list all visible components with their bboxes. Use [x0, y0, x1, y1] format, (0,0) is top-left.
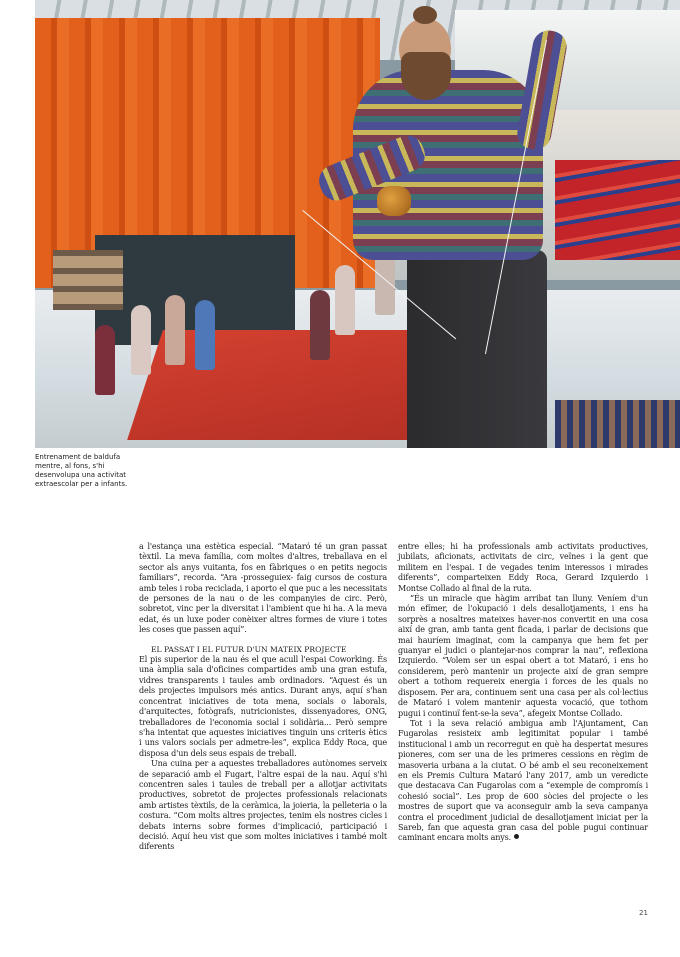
photo-performer-hair-bun — [413, 6, 437, 24]
photo-performer-legs — [407, 250, 547, 448]
photo-child — [195, 300, 215, 370]
paragraph: “És un miracle que hàgim arribat tan lluny. Veníem d'un món efímer, de l'okupació i dels desallotjaments, i ens ha sorprès a nosaltres mateixes haver-nos convertit en una cosa així de gran, amb tanta gent ficada, i parlar de decisions que mai hauríem imaginat, com la campanya que hem fet per guanyar el judici o plantejar-nos comprar la nau”, reflexiona Izquierdo. “Volem ser un espai obert a tot Mataró, i ens ho considerem, però mantenir un projecte així de gran sempre obert a tothom requereix energia i forces de les quals no disposem. Per ara, continuem sent una casa per als col·lectius de Mataró i volem mantenir aquesta vocació, que tothom pugui i continuï fent-se-la seva”, afegeix Montse Collado. — [398, 594, 648, 718]
photo-rug — [555, 400, 680, 448]
end-of-article-mark — [514, 834, 519, 839]
photo-child — [165, 295, 185, 365]
photo-caption: Entrenament de baldufa mentre, al fons, s'hi desenvolupa una activitat extraescolar per a infants. — [35, 453, 128, 488]
paragraph: Una cuina per a aquestes treballadores autònomes serveix de separació amb el Fugart, l'altre espai de la nau. Aquí s'hi concentren sales i taules de treball per a allotjar activitats productives, sobretot de projectes professionals relacionats amb artistes tèxtils, de la ceràmica, la joieria, la pelleteria o la costura. “Com molts altres projectes, tenim els nostres cicles i debats interns sobre formes d'implicació, participació i decisió. Aquí heu vist que som moltes iniciatives i també molt diferents — [139, 759, 387, 852]
photo-child — [95, 325, 115, 395]
photo-child — [131, 305, 151, 375]
photo-stacked-mats — [555, 160, 680, 260]
photo-bookshelf — [53, 250, 123, 310]
paragraph-text: Tot i la seva relació ambigua amb l'Ajuntament, Can Fugarolas resisteix amb legitimitat popular i també institucional i amb un recorregut en què ha despertat mesures pioneres, com ser una de les primeres cessions en règim de masoveria urbana a la ciutat. O bé amb el seu reconeixement en els Premis Cultura Mataró l'any 2017, amb un veredicte que destacava Can Fugarolas com a “exemple de compromís i cohesió social”. Les prop de 600 sòcies del projecte o les mostres de suport que va aconseguir amb la seva campanya contra el procediment judicial de desallotjament iniciat per la Sareb, fan que aquesta gran casa del poble pugui continuar caminant encara molts anys. — [398, 718, 648, 843]
photo-child — [310, 290, 330, 360]
photo-child — [335, 265, 355, 335]
paragraph: El pis superior de la nau és el que acull l'espai Coworking. És una àmplia sala d'oficines compartides amb una gran estufa, vidres transparents i taules amb ordinadors. “Aquest és un dels projectes impulsors més antics. Durant anys, aquí s'han concentrat iniciatives de tota mena, socials o laborals, d'arquitectes, fotògrafs, nutricionistes, dissenyadores, ONG, treballadores de l'economia social i solidària... Però sempre s'ha intentat que aquestes iniciatives tinguin uns criteris ètics i uns valors socials per admetre-les”, explica Eddy Roca, que disposa d'un dels seus espais de treball. — [139, 655, 387, 758]
page-number: 21 — [639, 909, 648, 917]
paragraph: entre elles; hi ha professionals amb activitats productives, jubilats, aficionats, activitats de circ, veïnes i la gent que militem en l'espai. I de vegades tenim interessos i mirades diferents”, comparteixen Eddy Roca, Gerard Izquierdo i Montse Collado al final de la ruta. — [398, 542, 648, 593]
section-subheading: EL PASSAT I EL FUTUR D'UN MATEIX PROJECTE — [151, 644, 347, 654]
article-column-left — [139, 542, 387, 853]
paragraph — [398, 719, 648, 844]
photo-diabolo — [377, 186, 411, 216]
article-column-right — [398, 542, 648, 844]
article-photo — [35, 0, 680, 448]
photo-performer-beard — [401, 52, 451, 100]
paragraph: a l'estança una estètica especial. “Mataró té un gran passat tèxtil. La meva família, com moltes d'altres, treballava en el sector als anys vuitanta, fos en fàbriques o en petits negocis familiars”, recorda. “Ara -prosseguiex- faig cursos de costura amb teles i roba reciclada, i aporto el que puc a les necessitats de persones de la nau o de les companyies de circ. Però, sobretot, vinc per la diversitat i l'ambient que hi ha. A la meva edat, és un luxe poder conèixer altres formes de viure i totes les coses que passen aquí”. — [139, 542, 387, 635]
